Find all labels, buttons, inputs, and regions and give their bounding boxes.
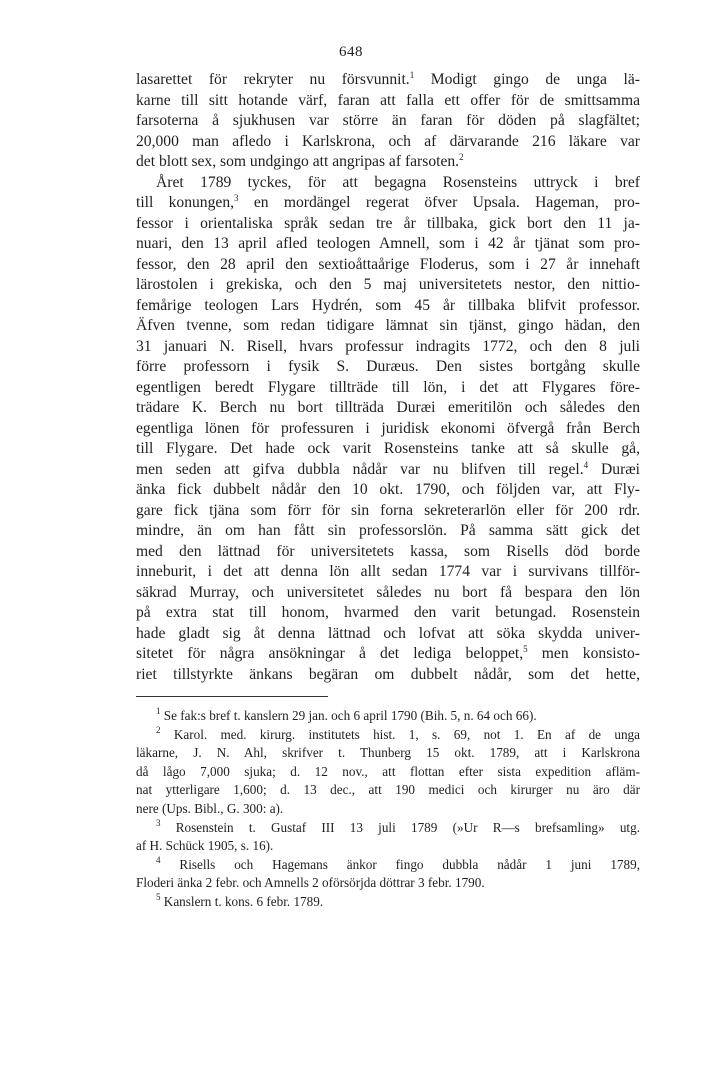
footnote-marker: 3	[156, 817, 161, 828]
footnote-marker: 1	[156, 706, 161, 716]
footnote-line: då lågo 7,000 sjuka; d. 12 nov., att flottan efter sista expedition afläm-	[136, 763, 640, 779]
text-line: förre professorn i fysik S. Duræus. Den sistes bortgång skulle	[136, 358, 640, 375]
footnote-line: nat ytterligare 1,600; d. 13 dec., att 190 medici och kirurger nu äro där	[136, 782, 640, 798]
text-line: femårige teologen Lars Hydrén, som 45 år tillbaka blifvit professor.	[136, 296, 640, 314]
text-line: inneburit, i det att denna lön allt sedan 1774 var i survivans tillför-	[136, 563, 640, 580]
text-line: egentliga lönen för professuren i juridisk ekonomi öfvergå från Berch	[136, 419, 640, 437]
footnotes	[136, 707, 640, 912]
text-line: Äfven tvenne, som redan tidigare lämnat sin tjänst, gingo hädan, den	[136, 317, 640, 334]
footnote-separator	[136, 696, 328, 697]
footnote-marker: 4	[583, 459, 589, 470]
footnote	[136, 707, 640, 726]
text-line: egentligen beredt Flygare tillträde till lön, i det att Flygares före-	[136, 378, 640, 396]
footnote-line: läkarne, J. N. Ahl, skrifver t. Thunberg 15 okt. 1789, att i Karlskrona	[136, 745, 640, 761]
page-number: 648	[339, 44, 363, 60]
text-line: till Flygare. Det hade ock varit Rosensteins tanke att så skulle gå,	[136, 440, 640, 457]
text-line: Året 1789 tyckes, för att begagna Rosensteins uttryck i bref	[156, 173, 640, 191]
footnote	[136, 819, 640, 856]
footnote	[136, 726, 640, 819]
text-line: trädare K. Berch nu bort tillträda Duræi emeritilön och således den	[136, 399, 640, 416]
text-line: säkrad Murray, och universitetet således nu bort få bespara den lön	[136, 583, 640, 601]
text-line: hade gladt sig åt denna lättnad och lofvat att söka skydda univer-	[136, 624, 640, 642]
text-line: lärostolen i grekiska, och den 5 maj universitetets nestor, den nittio-	[136, 276, 640, 293]
footnote-marker: 3	[234, 193, 239, 203]
footnote-marker: 2	[459, 152, 464, 162]
text-line: mindre, än om han fått sin professorslön. På samma sätt gick det	[136, 522, 640, 539]
text-line: farsoterna å sjukhusen var större än faran för döden på slagfältet;	[136, 112, 640, 129]
footnote-marker: 4	[156, 854, 161, 865]
text-line: på extra stat till honom, hvarmed den varit betungad. Rosenstein	[136, 604, 640, 621]
footnote-line: $^3$ Rosenstein t. Gustaf III 13 juli 1789 (»Ur R—s brefsamling» utg.	[156, 817, 640, 835]
text-line: 20,000 man afledo i Karlskrona, och af därvarande 216 läkare var	[136, 132, 640, 150]
text-line: fessor, den 28 april den sextioåttaårige Floderus, som i 27 år innehaft	[136, 255, 640, 273]
footnote-marker: 2	[156, 724, 161, 735]
text-line: riet tillstyrkte änkans begäran om dubbelt nådår, som det hette,	[136, 665, 640, 683]
footnote-line: $^2$ Karol. med. kirurg. institutets hist. 1, s. 69, not 1. En af de unga	[156, 724, 640, 742]
text-line: fessor i orientaliska språk sedan tre år tillbaka, gick bort den 11 ja-	[136, 214, 640, 232]
footnote-line: $^1$ Se fak:s bref t. kanslern 29 jan. och 6 april 1790 (Bih. 5, n. 64 och 66).	[156, 706, 537, 723]
text-line: karne till sitt hotande värf, faran att falla ett offer för de smittsamma	[136, 91, 640, 109]
text-line: gare fick tjäna som förr för sin forna sekreterarlön eller för 200 rdr.	[136, 501, 640, 519]
footnote-line: nere (Ups. Bibl., G. 300: a).	[136, 800, 284, 816]
text-line: med den lättnad för universitetets kassa, som Risells död borde	[136, 542, 640, 560]
footnote-line: af H. Schück 1905, s. 16).	[136, 838, 274, 854]
footnote-marker: 5	[523, 644, 528, 654]
text-line: sitetet för några ansökningar å det lediga beloppet,$^5$ men konsisto-	[136, 644, 640, 662]
text-line: änka fick dubbelt nådår den 10 okt. 1790, och följden var, att Fly-	[136, 481, 640, 498]
text-line: lasarettet för rekryter nu försvunnit.$^1$ Modigt gingo de unga lä-	[136, 70, 640, 88]
footnote-line: $^5$ Kanslern t. kons. 6 febr. 1789.	[156, 891, 324, 909]
text-line: 31 januari N. Risell, hvars professur indragits 1772, och den 8 juli	[136, 337, 640, 355]
footnote-marker: 1	[409, 70, 415, 80]
text-line: men seden att gifva dubbla nådår var nu blifven till regel.$^4$ Duræi	[136, 459, 640, 478]
main-text	[136, 70, 640, 685]
text-line: till konungen,$^3$ en mordängel regerat öfver Upsala. Hageman, pro-	[136, 193, 640, 211]
footnote	[136, 893, 640, 912]
footnote	[136, 856, 640, 893]
text-line: det blott sex, som undgingo att angripas af farsoten.$^2$	[136, 152, 464, 170]
footnote-marker: 5	[156, 891, 161, 902]
footnote-line: $^4$ Risells och Hagemans änkor fingo dubbla nådår 1 juni 1789,	[156, 854, 640, 872]
footnote-line: Floderi änka 2 febr. och Amnells 2 oförsörjda döttrar 3 febr. 1790.	[136, 875, 485, 891]
text-line: nuari, den 13 april afled teologen Amnell, som i 42 år tjänat som pro-	[136, 235, 640, 252]
